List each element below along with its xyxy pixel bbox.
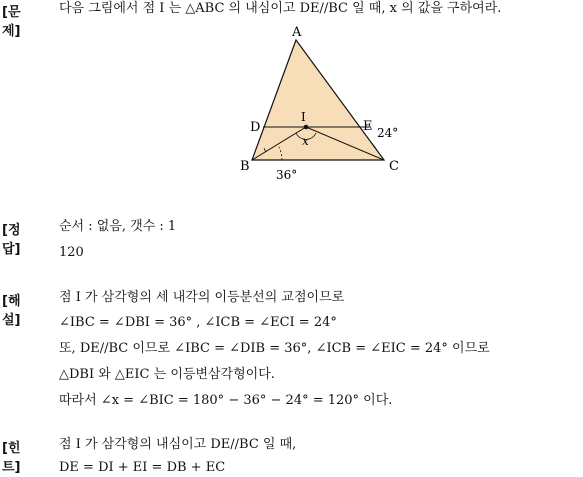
vertex-e-label: E <box>363 119 373 134</box>
hint-tag: [힌트] <box>2 441 21 475</box>
angle-24-label: 24° <box>377 126 399 140</box>
vertex-a-label: A <box>292 25 302 40</box>
explanation-line: ∠IBC = ∠DBI = 36° , ∠ICB = ∠ECI = 24° <box>59 315 337 330</box>
angle-36-label: 36° <box>276 168 298 182</box>
triangle-figure <box>0 18 583 208</box>
explanation-tag: [해설] <box>2 294 21 328</box>
incenter-point <box>304 125 309 130</box>
vertex-d-label: D <box>250 120 261 135</box>
explanation-line: 따라서 ∠x = ∠BIC = 180° − 36° − 24° = 120° 이다. <box>59 393 393 408</box>
answer-value: 120 <box>59 245 84 260</box>
problem-tag: [문제] <box>2 5 21 39</box>
triangle-abc <box>252 40 384 160</box>
explanation-line: 또, DE//BC 이므로 ∠IBC = ∠DIB = 36°, ∠ICB = ∠EIC = 24° 이므로 <box>59 341 490 356</box>
incenter-label: I <box>301 110 306 124</box>
explanation-line: 점 I 가 삼각형의 세 내각의 이등분선의 교점이므로 <box>59 290 345 305</box>
vertex-b-label: B <box>240 159 250 174</box>
answer-tag: [정답] <box>2 223 21 257</box>
hint-line: DE = DI + EI = DB + EC <box>59 460 226 475</box>
hint-line: 점 I 가 삼각형의 내심이고 DE//BC 일 때, <box>59 437 297 452</box>
answer-meta: 순서 : 없음, 갯수 : 1 <box>59 219 177 234</box>
angle-x-label: x <box>302 134 309 148</box>
explanation-line: △DBI 와 △EIC 는 이등변삼각형이다. <box>59 367 275 382</box>
problem-text: 다음 그림에서 점 I 는 △ABC 의 내심이고 DE//BC 일 때, x 의 값을 구하여라. <box>59 1 502 16</box>
vertex-c-label: C <box>389 159 399 174</box>
